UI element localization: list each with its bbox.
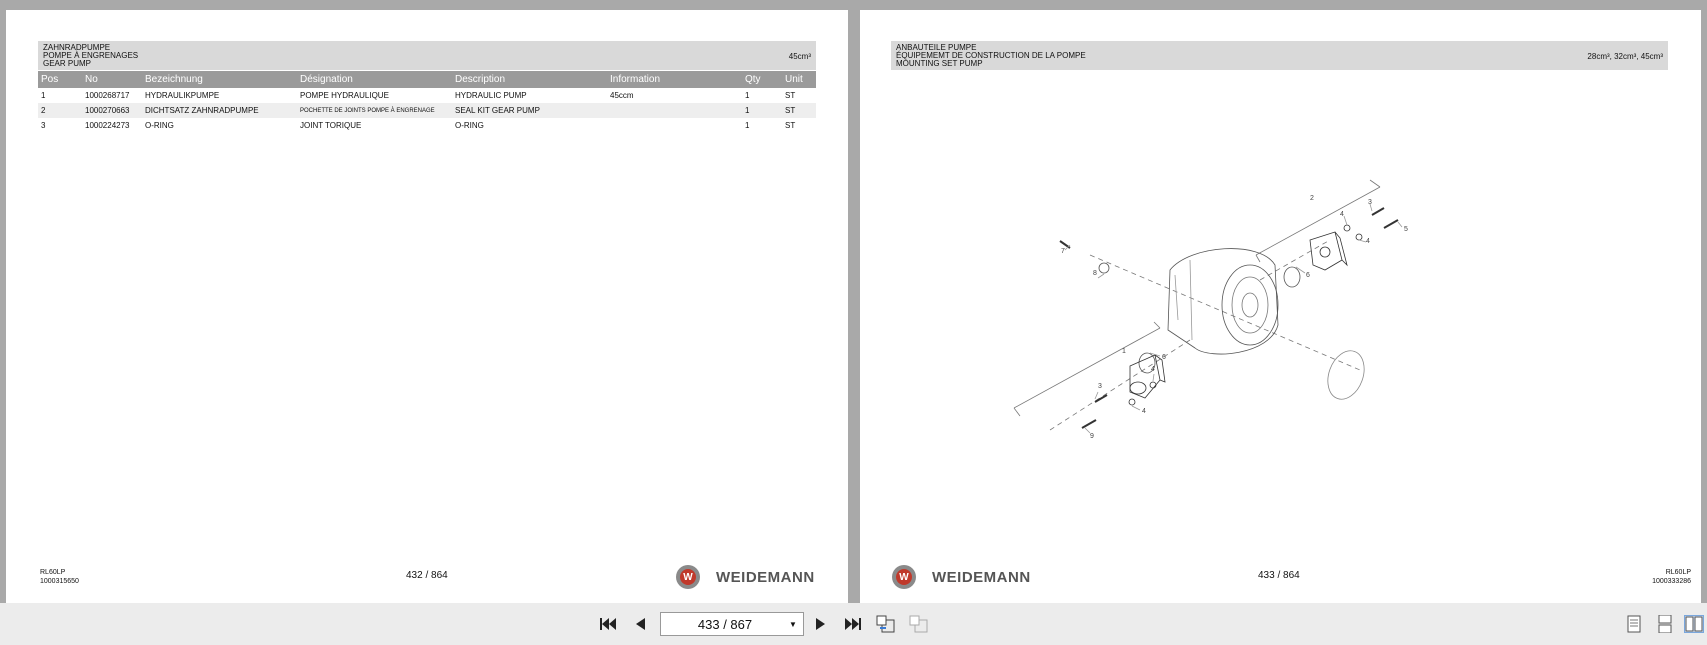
table-row bbox=[38, 118, 816, 133]
page-number: 433 / 864 bbox=[1258, 570, 1300, 581]
title-de: ANBAUTEILE PUMPE bbox=[896, 43, 977, 52]
bolt-3-top bbox=[1372, 208, 1384, 215]
viewer-toolbar bbox=[0, 603, 1707, 645]
cell-no: 1000270663 bbox=[82, 103, 142, 118]
label-6: 6 bbox=[1306, 272, 1310, 279]
footer-doc-number: 1000333286 bbox=[1652, 578, 1691, 585]
last-page-button[interactable] bbox=[843, 615, 863, 633]
cell-info bbox=[607, 118, 742, 133]
col-information: Information bbox=[607, 71, 742, 88]
cell-no: 1000268717 bbox=[85, 91, 130, 100]
logo-wordmark: WEIDEMANN bbox=[716, 568, 815, 586]
large-o-ring bbox=[1321, 346, 1370, 405]
sync-view-icon bbox=[876, 615, 896, 633]
label-5: 5 bbox=[1404, 226, 1408, 233]
sync-view-button[interactable] bbox=[876, 615, 896, 633]
washer-4 bbox=[1150, 382, 1156, 388]
col-no: No bbox=[82, 71, 142, 88]
col-designation: Désignation bbox=[297, 71, 452, 88]
chevron-down-icon[interactable]: ▼ bbox=[789, 619, 797, 629]
logo-icon: W bbox=[892, 565, 916, 589]
cell-unit: ST bbox=[785, 121, 796, 130]
right-page bbox=[860, 10, 1701, 603]
single-page-view-button[interactable] bbox=[1624, 615, 1644, 633]
label-8: 8 bbox=[1093, 270, 1097, 277]
compare-view-icon bbox=[909, 615, 929, 633]
prev-page-button[interactable] bbox=[630, 615, 650, 633]
label-4: 4 bbox=[1142, 408, 1146, 415]
page-number-input[interactable] bbox=[660, 612, 804, 636]
two-page-view-button[interactable] bbox=[1684, 615, 1704, 633]
page-number-value: 433 / 867 bbox=[697, 616, 753, 632]
prev-page-icon bbox=[633, 616, 647, 632]
cell-fr: JOINT TORIQUE bbox=[300, 121, 362, 130]
label-3: 3 bbox=[1098, 383, 1102, 390]
cell-qty: 1 bbox=[745, 121, 750, 130]
left-page bbox=[6, 10, 848, 603]
cell-en: HYDRAULIC PUMP bbox=[455, 91, 527, 100]
bolt-5 bbox=[1384, 220, 1398, 228]
col-pos: Pos bbox=[38, 71, 82, 88]
cell-en: O-RING bbox=[455, 121, 484, 130]
weidemann-logo bbox=[676, 565, 815, 589]
flange-bottom bbox=[1130, 355, 1165, 398]
exploded-parts-diagram bbox=[1010, 170, 1470, 470]
washer-4 bbox=[1344, 225, 1350, 231]
cell-qty: 1 bbox=[745, 91, 750, 100]
continuous-page-icon bbox=[1657, 615, 1673, 633]
cell-de: O-RING bbox=[145, 121, 174, 130]
label-9: 9 bbox=[1090, 433, 1094, 440]
label-4: 4 bbox=[1366, 238, 1370, 245]
flange-top bbox=[1310, 232, 1347, 270]
col-qty: Qty bbox=[742, 71, 782, 88]
table-row bbox=[38, 88, 816, 103]
section-header bbox=[891, 41, 1668, 70]
continuous-view-button[interactable] bbox=[1655, 615, 1675, 633]
col-bezeichnung: Bezeichnung bbox=[142, 71, 297, 88]
parts-table bbox=[38, 71, 816, 133]
next-page-button[interactable] bbox=[811, 615, 831, 633]
washer-8 bbox=[1099, 263, 1109, 273]
two-page-icon bbox=[1685, 616, 1703, 632]
o-ring-6-top bbox=[1284, 267, 1300, 287]
washer-4 bbox=[1129, 399, 1135, 405]
title-fr: POMPE À ENGRENAGES bbox=[43, 51, 139, 60]
first-page-button[interactable] bbox=[598, 615, 618, 633]
cell-pos: 2 bbox=[38, 103, 82, 118]
label-3: 3 bbox=[1368, 199, 1372, 206]
cell-de: HYDRAULIKPUMPE bbox=[145, 91, 220, 100]
table-row bbox=[38, 103, 816, 118]
title-en: MOUNTING SET PUMP bbox=[896, 59, 983, 68]
title-en: GEAR PUMP bbox=[43, 59, 92, 68]
label-6: 6 bbox=[1162, 354, 1166, 361]
bolt-9 bbox=[1082, 420, 1096, 428]
header-spec: 28cm³, 32cm³, 45cm³ bbox=[1587, 52, 1663, 61]
title-de: ZAHNRADPUMPE bbox=[43, 43, 111, 52]
cell-qty: 1 bbox=[742, 103, 782, 118]
cell-no: 1000224273 bbox=[85, 121, 130, 130]
label-2: 2 bbox=[1310, 195, 1314, 202]
single-page-icon bbox=[1626, 615, 1642, 633]
hydraulic-pump-body bbox=[1168, 249, 1278, 354]
label-4: 4 bbox=[1151, 366, 1155, 373]
callout-line-2 bbox=[1256, 187, 1380, 255]
section-header bbox=[38, 41, 816, 70]
header-spec: 45cm³ bbox=[788, 52, 811, 61]
page-number: 432 / 864 bbox=[406, 570, 448, 581]
cell-unit: ST bbox=[785, 91, 796, 100]
logo-wordmark: WEIDEMANN bbox=[932, 568, 1031, 586]
cell-pos: 1 bbox=[41, 91, 46, 100]
cell-en: SEAL KIT GEAR PUMP bbox=[452, 103, 607, 118]
footer-doc-number: 1000315650 bbox=[40, 578, 79, 585]
cell-info: 45ccm bbox=[610, 91, 634, 100]
cell-pos: 3 bbox=[41, 121, 46, 130]
cell-fr: POMPE HYDRAULIQUE bbox=[300, 91, 389, 100]
callout-line-1 bbox=[1014, 328, 1160, 408]
col-unit: Unit bbox=[782, 71, 816, 88]
washer-4 bbox=[1356, 234, 1362, 240]
title-fr: ÉQUIPEMEMT DE CONSTRUCTION DE LA POMPE bbox=[896, 51, 1086, 60]
col-description: Description bbox=[452, 71, 607, 88]
compare-view-button[interactable] bbox=[909, 615, 929, 633]
bolt-3-bottom bbox=[1095, 395, 1107, 402]
cell-info bbox=[607, 103, 742, 118]
cell-unit: ST bbox=[782, 103, 816, 118]
table-header-row bbox=[38, 71, 816, 88]
first-page-icon bbox=[599, 616, 617, 632]
cell-de: DICHTSATZ ZAHNRADPUMPE bbox=[142, 103, 297, 118]
next-page-icon bbox=[814, 616, 828, 632]
label-7: 7 bbox=[1061, 248, 1065, 255]
footer-doc-info bbox=[1652, 568, 1691, 586]
logo-icon: W bbox=[676, 565, 700, 589]
label-4: 4 bbox=[1340, 211, 1344, 218]
footer-model: RL60LP bbox=[40, 569, 66, 576]
last-page-icon bbox=[844, 616, 862, 632]
label-1: 1 bbox=[1122, 348, 1126, 355]
weidemann-logo bbox=[892, 565, 1031, 589]
footer-model: RL60LP bbox=[1665, 569, 1691, 576]
footer-doc-info bbox=[40, 568, 79, 586]
cell-fr: POCHETTE DE JOINTS POMPE À ENGRENAGE bbox=[297, 103, 452, 118]
